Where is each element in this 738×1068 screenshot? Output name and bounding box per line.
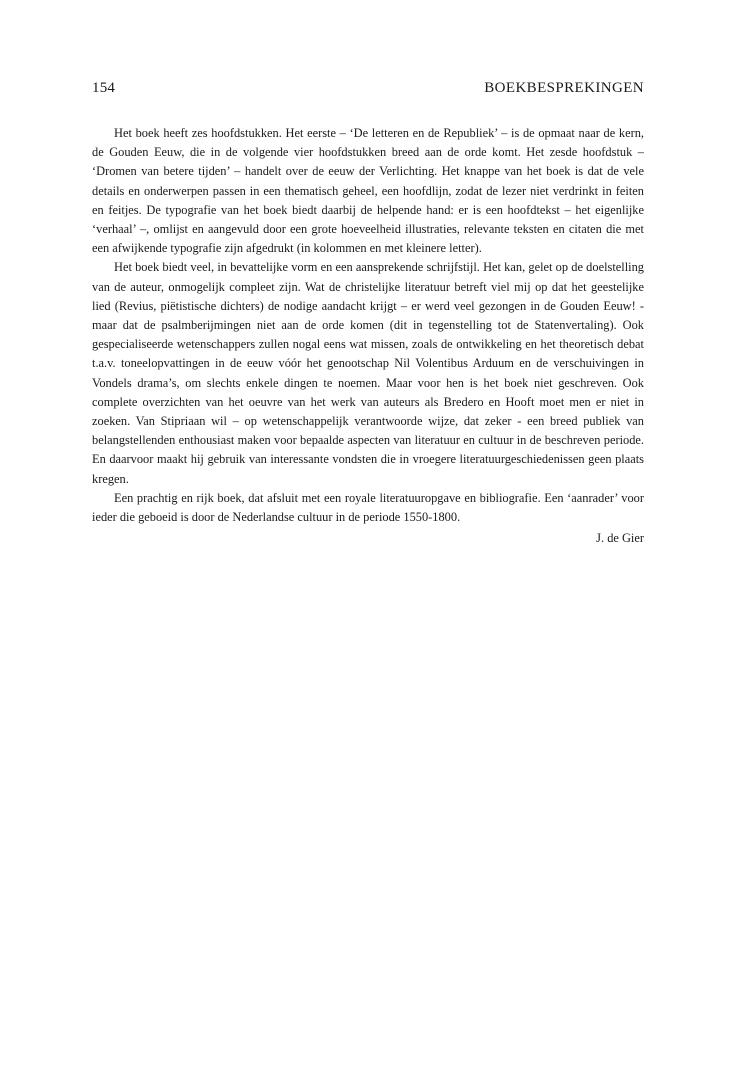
document-page (92, 80, 644, 548)
author-signature: J. de Gier (596, 531, 644, 546)
page-number: 154 (92, 80, 116, 96)
running-header (92, 80, 644, 100)
section-title: BOEKBESPREKINGEN (484, 80, 644, 96)
review-body (92, 124, 644, 527)
paragraph-1: Het boek heeft zes hoofdstukken. Het eerste – ‘De letteren en de Republiek’ – is de opmaat naar de kern, de Gouden Eeuw, die in de volgende vier hoofdstukken breed aan de orde komt. Het zesde hoofdstuk – ‘Dromen van betere tijden’ – handelt over de eeuw der Verlichting. Het knappe van het boek is dat de vele details en onderwerpen passen in een thematisch geheel, een hoofdlijn, zodat de lezer niet verdrinkt in feiten en feitjes. De typografie van het boek biedt daarbij de helpende hand: er is een hoofdtekst – het eigenlijke ‘verhaal’ –, omlijst en aangevuld door een grote hoeveelheid illustraties, relevante teksten en citaten die met een afwijkende typografie zijn afgedrukt (in kolommen en met kleinere letter). (92, 126, 644, 256)
paragraph-2: Het boek biedt veel, in bevattelijke vorm en een aansprekende schrijfstijl. Het kan, gelet op de doelstelling van de auteur, onmogelijk compleet zijn. Wat de christelijke literatuur betreft viel mij op dat het geestelijke lied (Revius, piëtistische dichters) de nodige aandacht krijgt – er werd veel gezongen in de Gouden Eeuw! - maar dat de psalmberijmingen niet aan de orde komen (dit in tegenstelling tot de Statenvertaling). Ook gespecialiseerde wetenschappers zullen nogal eens wat missen, zoals de ontwikkeling en het theoretisch debat t.a.v. toneelopvattingen in de eeuw vóór het genootschap Nil Volentibus Arduum en de verschuivingen in Vondels drama’s, om slechts enkele dingen te noemen. Maar voor hen is het boek niet geschreven. Ook complete overzichten van het oeuvre van het werk van auteurs als Bredero en Hooft moet men er niet in zoeken. Van Stipriaan wil – op wetenschappelijk verantwoorde wijze, dat zeker - een breed publiek van belangstellenden enthousiast maken voor bepaalde aspecten van literatuur en cultuur in de beschreven periode. En daarvoor maakt hij gebruik van interessante vondsten die in vroegere literatuurgeschiedenissen geen plaats kregen. (92, 260, 644, 486)
paragraph-3: Een prachtig en rijk boek, dat afsluit met een royale literatuuropgave en bibliografie. Een ‘aanrader’ voor ieder die geboeid is door de Nederlandse cultuur in de periode 1550-1800. (92, 490, 644, 525)
